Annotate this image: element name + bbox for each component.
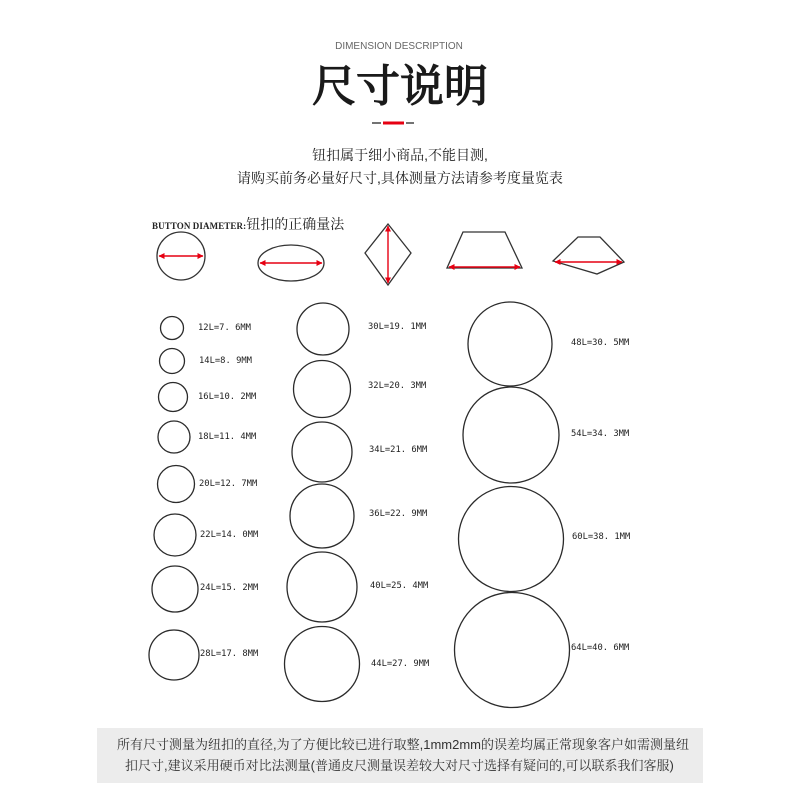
size-note-line-2: 扣尺寸,建议采用硬币对比法测量(普通皮尺测量误差较大对尺寸选择有疑问的,可以联系我们客服) [125,758,674,773]
button-size-circle [158,421,190,453]
size-column-3 [455,302,631,708]
size-item [294,361,427,418]
size-item [149,630,258,680]
button-size-label: 34L=21. 6MM [369,445,428,455]
button-size-circle [459,487,564,592]
intro-line-1: 钮扣属于细小商品,不能目测, [312,147,488,163]
button-size-label: 22L=14. 0MM [200,530,259,540]
button-size-label: 12L=7. 6MM [198,323,251,333]
page-subtitle: DIMENSION DESCRIPTION [335,41,463,52]
button-size-label: 24L=15. 2MM [200,583,259,593]
gem-button-outline [553,237,624,274]
button-size-label: 28L=17. 8MM [200,649,259,659]
measure-heading-cn: 钮扣的正确量法 [246,216,345,232]
measure-method-heading [152,214,344,234]
button-size-circle [292,422,352,482]
size-item [455,593,630,708]
button-size-circle [149,630,199,680]
button-size-circle [161,317,184,340]
button-size-label: 18L=11. 4MM [198,432,257,442]
size-item [468,302,629,386]
gem-button-diagram [553,237,624,274]
intro-line-2: 请购买前务必量好尺寸,具体测量方法请参考度量览表 [237,170,563,186]
size-item [154,514,258,556]
trapezoid-button-outline [447,232,522,268]
size-item [287,552,428,622]
size-item [158,466,258,503]
size-column-2 [285,303,430,702]
button-size-circle [290,484,354,548]
button-size-label: 30L=19. 1MM [368,322,427,332]
button-size-label: 60L=38. 1MM [572,532,631,542]
button-size-label: 54L=34. 3MM [571,429,630,439]
size-item [290,484,427,548]
round-button-diagram [157,232,205,280]
button-size-label: 20L=12. 7MM [199,479,258,489]
button-size-label: 44L=27. 9MM [371,659,430,669]
size-column-1 [149,317,258,681]
size-item [160,349,252,374]
button-size-label: 36L=22. 9MM [369,509,428,519]
button-size-label: 32L=20. 3MM [368,381,427,391]
button-size-circle [158,466,195,503]
button-size-circle [287,552,357,622]
button-size-label: 48L=30. 5MM [571,338,630,348]
button-size-circle [159,383,188,412]
rhombus-button-diagram [365,224,411,285]
size-item [459,487,631,592]
button-size-circle [297,303,349,355]
size-item [159,383,257,412]
button-size-circle [160,349,185,374]
measure-heading-en: BUTTON DIAMETER: [152,221,247,231]
size-item [158,421,256,453]
button-size-circle [463,387,559,483]
size-item [152,566,258,612]
button-size-circle [294,361,351,418]
size-item [463,387,629,483]
button-size-circle [455,593,570,708]
button-size-circle [468,302,552,386]
button-size-label: 40L=25. 4MM [370,581,429,591]
size-note-box [97,728,703,783]
button-size-circle [152,566,198,612]
button-size-label: 64L=40. 6MM [571,643,630,653]
trapezoid-button-diagram [447,232,522,268]
size-item [161,317,251,340]
button-size-circle [285,627,360,702]
size-item [285,627,430,702]
size-item [297,303,426,355]
page-title: 尺寸说明 [312,62,488,111]
button-size-label: 14L=8. 9MM [199,356,252,366]
oval-button-diagram [258,245,324,281]
button-size-label: 16L=10. 2MM [198,392,257,402]
size-item [292,422,427,482]
button-size-circle [154,514,196,556]
size-note-line-1: 所有尺寸测量为纽扣的直径,为了方便比较已进行取整,1mm2mm的误差均属正常现象客户如需测量纽 [117,737,690,752]
